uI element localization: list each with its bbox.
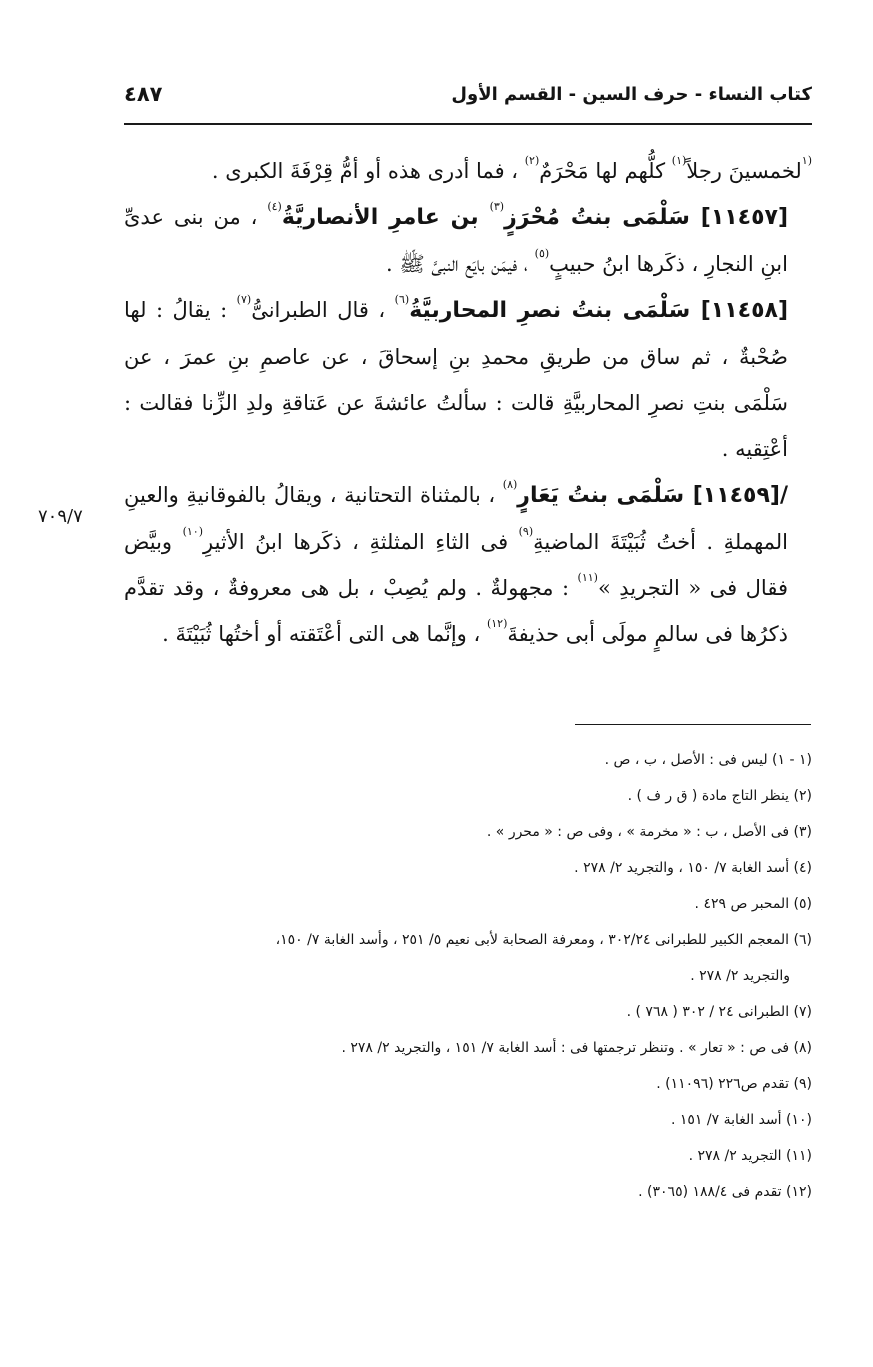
paragraph-1 xyxy=(124,148,812,194)
text: : مجهولةٌ . ولم يُصِبْ ، بل هى معروفةٌ ، وقد تقدَّم ذكرُها فى سالمٍ مولَى أبى حذيفةَ xyxy=(124,576,788,646)
footnote: (١ - ١) ليس فى : الأصل ، ب ، ص . xyxy=(604,752,812,768)
header-rule xyxy=(124,123,812,125)
footnote: (٤) أسد الغابة ٧/ ١٥٠ ، والتجريد ٢/ ٢٧٨ . xyxy=(574,860,812,876)
entry-number: [١١٤٥٧ xyxy=(710,205,789,230)
footnote-marker[interactable]: (٧) xyxy=(236,293,252,306)
footnote-continuation: والتجريد ٢/ ٢٧٨ . xyxy=(690,968,790,984)
footnote: (١٢) تقدم فى ١٨٨/٤ (٣٠٦٥) . xyxy=(638,1184,812,1200)
text: ، فما أدرى هذه أو أمُّ قِرْفَةَ الكبرى . xyxy=(211,159,525,183)
entry-name: ] سَلْمَى بنتُ مُحْرَزٍ xyxy=(504,205,711,230)
margin-reference: ٧٠٩/٧ xyxy=(38,506,83,527)
footnote-marker[interactable]: (٨) xyxy=(502,478,518,491)
text: ، قال الطبرانىُّ xyxy=(251,298,395,322)
footnote-marker[interactable]: (١١) xyxy=(577,571,598,584)
footnote-marker[interactable]: (١٠) xyxy=(182,525,203,538)
text: فى الثاءِ المثلثةِ ، ذكَرها ابنُ الأثيرِ xyxy=(202,530,519,554)
entry-name: ] سَلْمَى بنتُ يَعَارٍ xyxy=(517,483,703,508)
text: لخمسينَ رجلاً xyxy=(686,159,802,183)
footnote: (١١) التجريد ٢/ ٢٧٨ . xyxy=(688,1148,812,1164)
footnote: (٩) تقدم ص٢٢٦ (١١٠٩٦) . xyxy=(656,1076,812,1092)
footnote-marker[interactable]: (١) xyxy=(671,154,687,167)
text: وبيَّض فقال فى « التجريدِ » xyxy=(124,530,788,600)
running-header xyxy=(124,80,812,122)
text: ، من بنى عدىِّ ابنِ النجارِ ، ذكَرها ابنُ حبيبٍ xyxy=(124,205,788,276)
entry-11459 xyxy=(124,472,812,657)
main-text xyxy=(124,148,812,657)
text: ، بالمثناة التحتانية ، ويقالُ بالفوقانيةِ والعينِ المهملةِ . أختُ ثُبَيْتَةَ الماضيةِ xyxy=(124,483,788,554)
footnote: (٧) الطبرانى ٢٤ / ٣٠٢ ( ٧٦٨ ) . xyxy=(626,1004,812,1020)
footnotes xyxy=(124,742,812,1210)
footnote: (٥) المحبر ص ٤٢٩ . xyxy=(694,896,812,912)
footnote-marker[interactable]: (١٢) xyxy=(486,617,508,630)
footnote-marker[interactable]: (٤) xyxy=(267,200,282,213)
entry-11457 xyxy=(124,194,812,287)
footnote-marker[interactable]: (٣) xyxy=(489,200,505,213)
footnote-marker[interactable]: (٢) xyxy=(524,154,540,167)
marker-1-open: (١ xyxy=(801,154,812,167)
entry-name: ] سَلْمَى بنتُ نصرِ المحاربيَّةُ xyxy=(409,298,711,323)
footnote: (٨) فى ص : « تعار » . وتنظر ترجمتها فى : أسد الغابة ٧/ ١٥١ ، والتجريد ٢/ ٢٧٨ . xyxy=(341,1040,812,1056)
header-title: كتاب النساء - حرف السين - القسم الأول xyxy=(451,84,812,105)
entry-number: [١١٤٥٨ xyxy=(710,298,788,323)
footnote: (٦) المعجم الكبير للطبرانى ٣٠٢/٢٤ ، ومعرفة الصحابة لأبى نعيم ٥/ ٢٥١ ، وأسد الغابة ٧/ ١٥٠، xyxy=(275,932,812,948)
text: كلُّهم لها مَحْرَمٌ xyxy=(539,159,672,183)
footnote-rule xyxy=(575,724,811,725)
footnote: (١٠) أسد الغابة ٧/ ١٥١ . xyxy=(670,1112,812,1128)
footnote-marker[interactable]: (٩) xyxy=(518,525,534,538)
page-number: ٤٨٧ xyxy=(124,82,163,106)
text: : يقالُ : لها صُحْبةٌ ، ثم ساق من طريقِ محمدِ بنِ إسحاقَ ، عن عاصمِ بنِ عمرَ ، عن سَلْمَى بنتِ نصرِ المحاربيَّةِ قالت : سألتُ عائشةَ عن عَتاقةِ ولدِ الزِّنا فقالت : أعْتِقيه . xyxy=(124,298,788,461)
footnote: (٢) ينظر التاج مادة ( ق ر ف ) . xyxy=(627,788,812,804)
entry-11458 xyxy=(124,287,812,472)
entry-number: /[١١٤٥٩ xyxy=(702,483,788,508)
footnote-marker[interactable]: (٥) xyxy=(534,247,550,260)
footnote: (٣) فى الأصل ، ب : « مخرمة » ، وفى ص : « محرر » . xyxy=(486,824,812,840)
footnote-marker[interactable]: (٦) xyxy=(394,293,410,306)
entry-name-cont: بن عامرِ الأنصاريَّةُ xyxy=(281,205,490,230)
text: ، وإنَّما هى التى أعْتَقته أو أختُها ثُبَيْتَةَ . xyxy=(162,622,487,646)
text: ، فيمَن بايَع النبىَّ ﷺ . xyxy=(385,252,535,276)
